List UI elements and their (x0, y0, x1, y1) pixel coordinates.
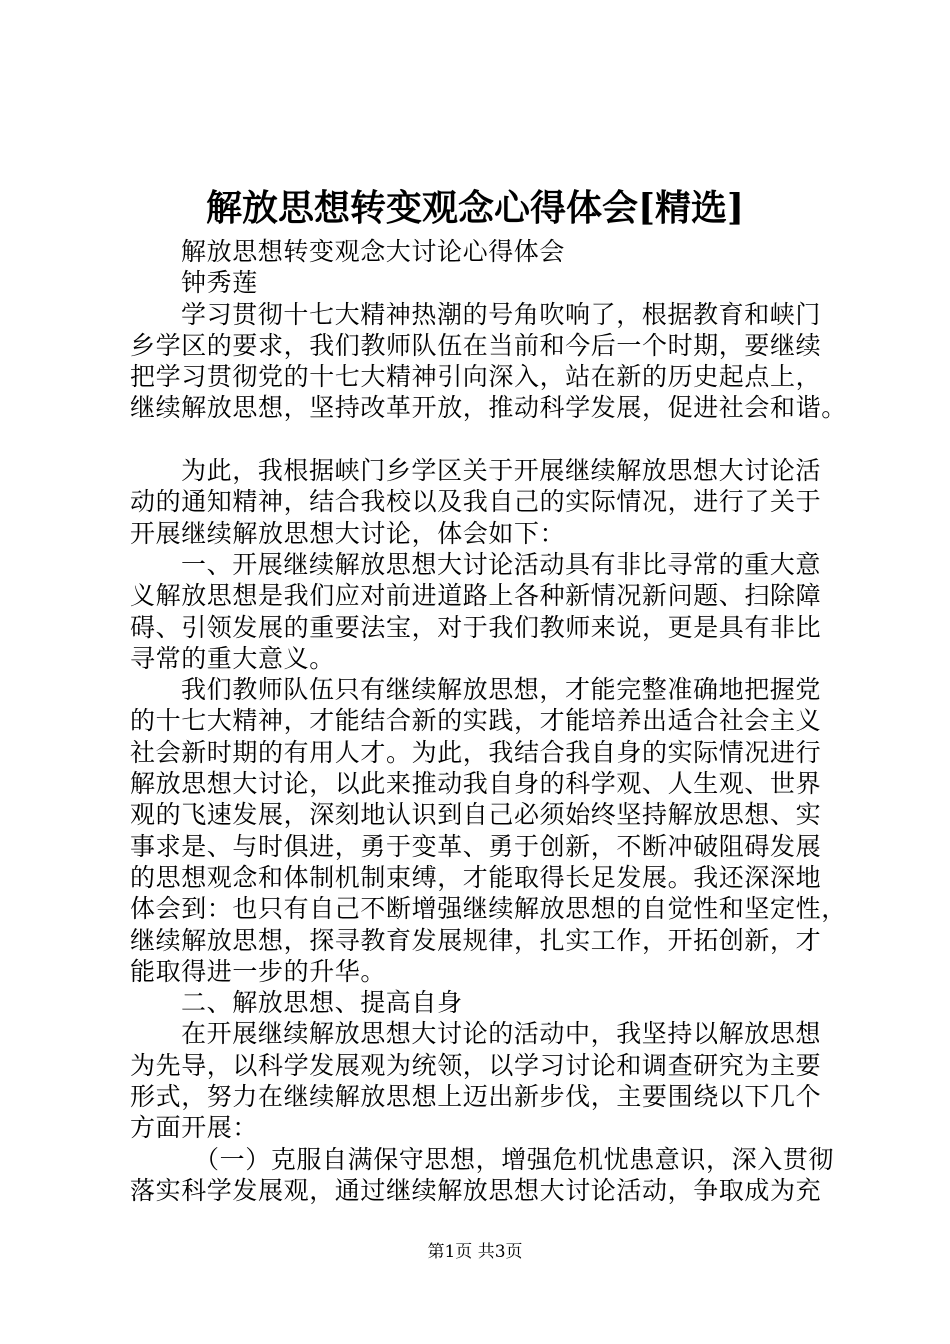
text-line: 形式，努力在继续解放思想上迈出新步伐，主要围绕以下几个 (130, 1082, 822, 1112)
text-line: 观的飞速发展，深刻地认识到自己必须始终坚持解放思想、实 (130, 800, 822, 830)
blank-line (130, 424, 850, 455)
text-line: 解放思想转变观念大讨论心得体会 (181, 237, 566, 266)
text-line: 把学习贯彻党的十七大精神引向深入，站在新的历史起点上， (130, 362, 822, 392)
text-line: 我们教师队伍只有继续解放思想，才能完整准确地把握党 (181, 675, 822, 705)
text-line: 体会到：也只有自己不断增强继续解放思想的自觉性和坚定性， (130, 894, 847, 924)
text-line: 落实科学发展观，通过继续解放思想大讨论活动，争取成为充 (130, 1175, 822, 1205)
text-line: （一）克服自满保守思想，增强危机忧患意识，深入贯彻 (194, 1144, 835, 1174)
page-footer: 第1页 共3页 (427, 1242, 523, 1262)
text-line: 的思想观念和体制机制束缚，才能取得长足发展。我还深深地 (130, 862, 822, 892)
text-line: 二、解放思想、提高自身 (181, 988, 463, 1018)
text-line: 在开展继续解放思想大讨论的活动中，我坚持以解放思想 (181, 1019, 822, 1049)
text-line: 钟秀莲 (181, 268, 258, 298)
text-line: 义解放思想是我们应对前进道路上各种新情况新问题、扫除障 (130, 581, 822, 611)
text-line: 社会新时期的有用人才。为此，我结合我自身的实际情况进行 (130, 737, 822, 767)
text-line: 继续解放思想，探寻教育发展规律，扎实工作，开拓创新，才 (130, 925, 822, 955)
text-line: 寻常的重大意义。 (130, 643, 335, 673)
text-line: 碍、引领发展的重要法宝，对于我们教师来说，更是具有非比 (130, 612, 822, 642)
text-line: 继续解放思想，坚持改革开放，推动科学发展，促进社会和谐。 (130, 393, 847, 423)
text-line: 为先导，以科学发展观为统领，以学习讨论和调查研究为主要 (130, 1050, 822, 1080)
text-line: 为此，我根据峡门乡学区关于开展继续解放思想大讨论活 (181, 456, 822, 486)
text-line: 一、开展继续解放思想大讨论活动具有非比寻常的重大意 (181, 549, 822, 579)
text-line: 能取得进一步的升华。 (130, 956, 387, 986)
text-line: 的十七大精神，才能结合新的实践，才能培养出适合社会主义 (130, 706, 822, 736)
text-line: 方面开展： (130, 1113, 259, 1143)
text-line: 解放思想大讨论，以此来推动我自身的科学观、人生观、世界 (130, 769, 822, 799)
text-line: 乡学区的要求，我们教师队伍在当前和今后一个时期，要继续 (130, 330, 822, 360)
text-line: 学习贯彻十七大精神热潮的号角吹响了，根据教育和峡门 (181, 299, 822, 329)
text-line: 事求是、与时俱进，勇于变革、勇于创新，不断冲破阻碍发展 (130, 831, 822, 861)
text-line: 开展继续解放思想大讨论，体会如下： (130, 518, 566, 548)
document-title: 解放思想转变观念心得体会[精选] (205, 187, 745, 229)
text-line: 动的通知精神，结合我校以及我自己的实际情况，进行了关于 (130, 487, 822, 517)
document-body (130, 236, 850, 1206)
